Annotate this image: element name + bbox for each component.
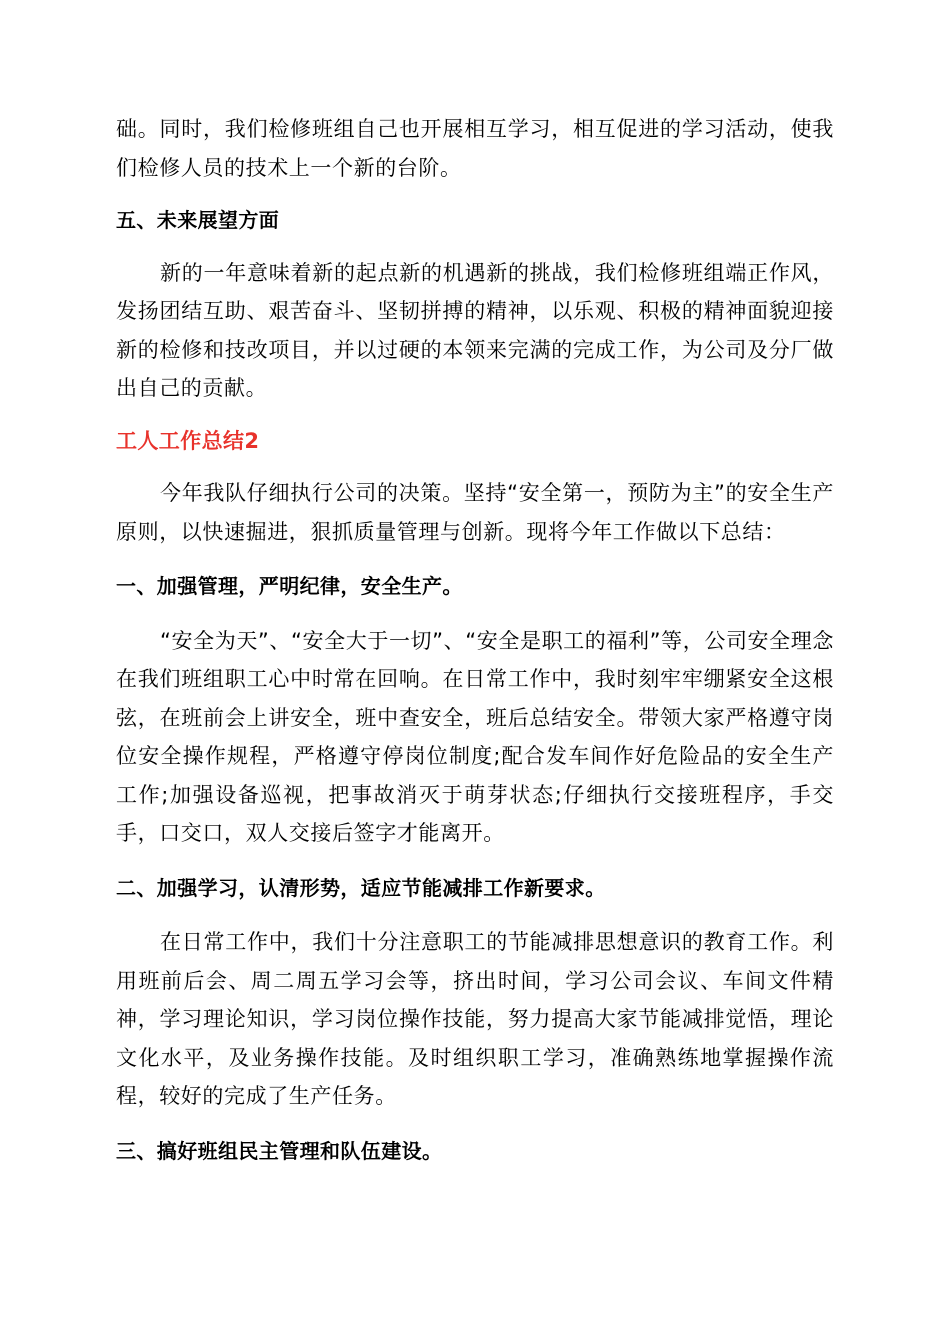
spacer	[116, 460, 834, 474]
spacer	[116, 187, 834, 201]
paragraph-1: “安全为天”、“安全大于一切”、“安全是职工的福利”等，公司安全理念在我们班组职工心中时常在回响。在日常工作中，我时刻牢牢绷紧安全这根弦，在班前会上讲安全，班中查安全，班后总结安全。带领大家严格遵守岗位安全操作规程，严格遵守停岗位制度;配合发车间作好危险品的安全生产工作;加强设备巡视，把事故消灭于萌芽状态;仔细执行交接班程序，手交手，口交口，双人交接后签字才能离开。	[116, 628, 834, 845]
spacer	[116, 907, 834, 923]
spacer	[116, 606, 834, 622]
spacer	[116, 551, 834, 567]
spacer	[116, 853, 834, 869]
document-body	[116, 110, 834, 1170]
spacer	[116, 240, 834, 254]
paragraph-continuation: 础。同时，我们检修班组自己也开展相互学习，相互促进的学习活动，使我们检修人员的技术上一个新的台阶。	[116, 117, 834, 180]
spacer	[116, 1116, 834, 1132]
section-heading-3: 三、搞好班组民主管理和队伍建设。	[116, 1138, 443, 1163]
section-heading-future: 五、未来展望方面	[116, 208, 280, 232]
spacer	[116, 408, 834, 422]
paragraph-2: 在日常工作中，我们十分注意职工的节能减排思想意识的教育工作。利用班前后会、周二周五学习会等，挤出时间，学习公司会议、车间文件精神，学习理论知识，学习岗位操作技能，努力提高大家节能减排觉悟，理论文化水平，及业务操作技能。及时组织职工学习，准确熟练地掌握操作流程，较好的完成了生产任务。	[116, 930, 834, 1108]
paragraph-future: 新的一年意味着新的起点新的机遇新的挑战，我们检修班组端正作风，发扬团结互助、艰苦奋斗、坚韧拼搏的精神，以乐观、积极的精神面貌迎接新的检修和技改项目，并以过硬的本领来完满的完成工作，为公司及分厂做出自己的贡献。	[116, 260, 834, 400]
section-heading-2: 二、加强学习，认清形势，适应节能减排工作新要求。	[116, 875, 606, 900]
document-title: 工人工作总结2	[116, 428, 260, 453]
paragraph-intro: 今年我队仔细执行公司的决策。坚持“安全第一，预防为主”的安全生产原则，以快速掘进，狠抓质量管理与创新。现将今年工作做以下总结：	[116, 481, 834, 544]
section-heading-1: 一、加强管理，严明纪律，安全生产。	[116, 574, 463, 598]
